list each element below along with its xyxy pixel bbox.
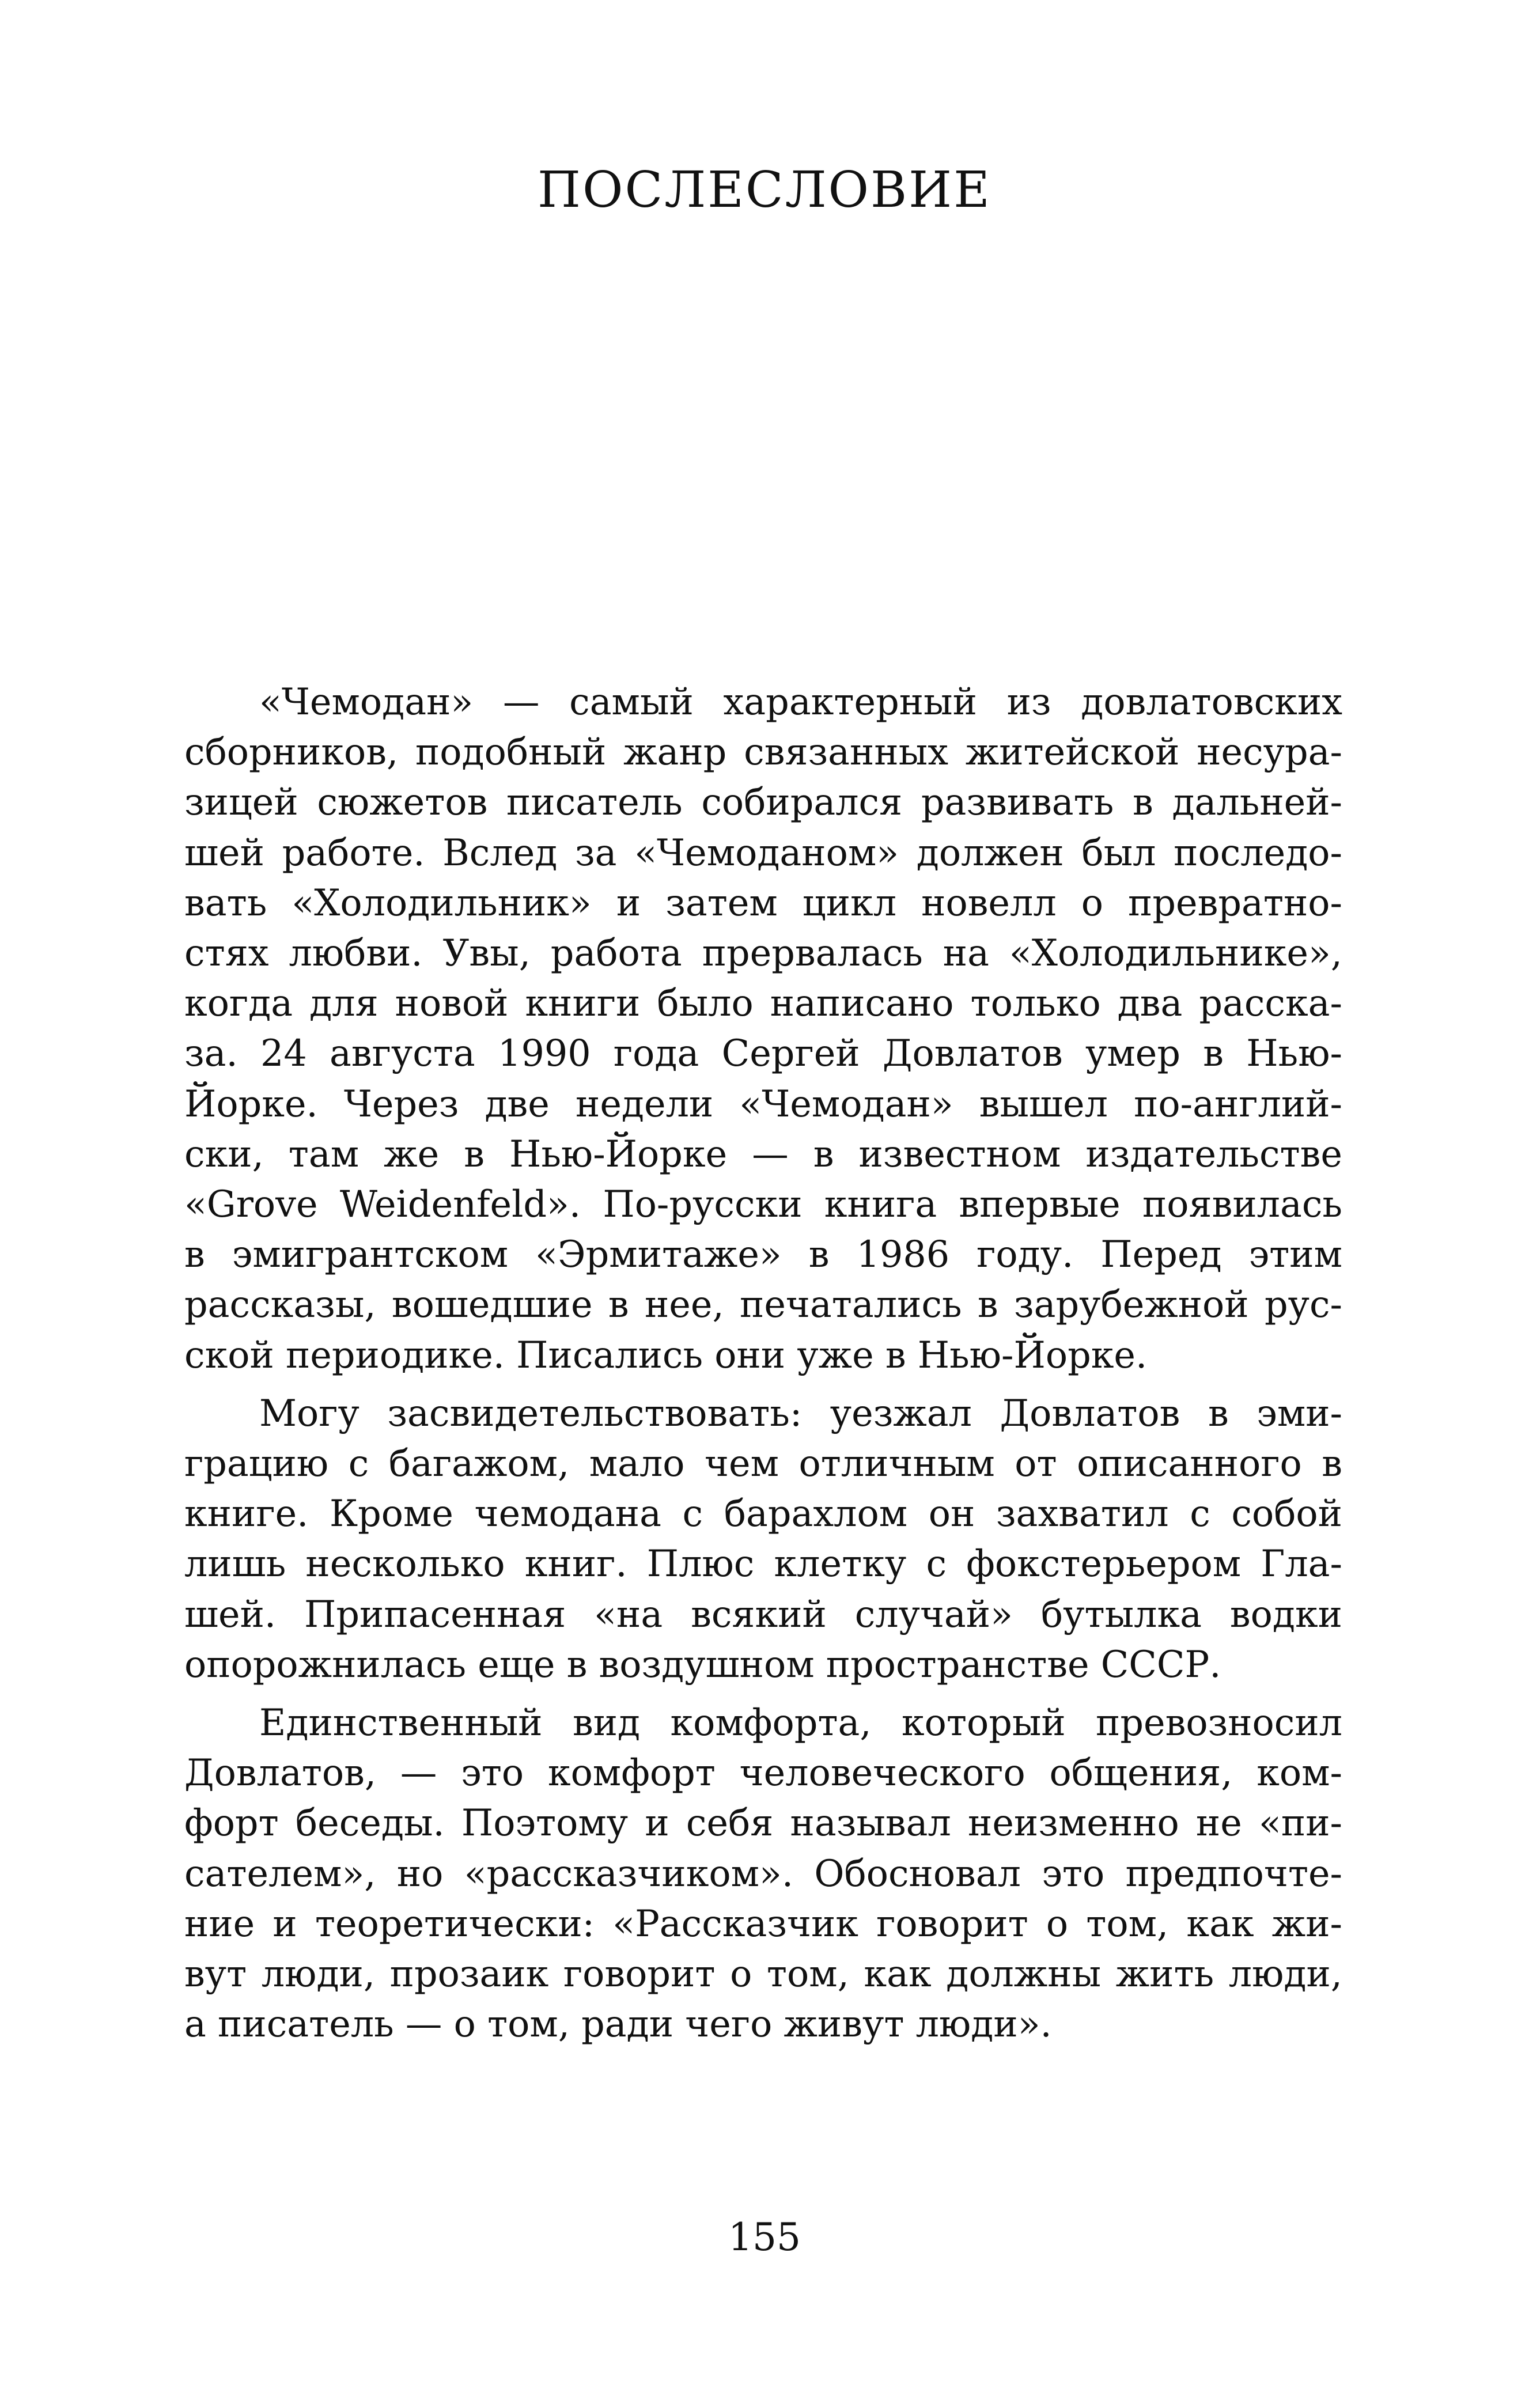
text-line: Единственный вид комфорта, который превозносил xyxy=(259,1701,1342,1744)
paragraph-3 xyxy=(184,1698,1342,2049)
body-text xyxy=(184,677,1342,2049)
text-line: рассказы, вошедшие в нее, печатались в зарубежной рус- xyxy=(184,1283,1342,1326)
text-line: грацию с багажом, мало чем отличным от описанного в xyxy=(184,1442,1342,1485)
text-line: вут люди, прозаик говорит о том, как должны жить люди, xyxy=(184,1952,1342,1996)
text-line: зицей сюжетов писатель собирался развивать в дальней- xyxy=(184,781,1342,824)
text-line: Довлатов, — это комфорт человеческого общения, ком- xyxy=(184,1751,1342,1794)
text-line: опорожнилась еще в воздушном пространстве СССР. xyxy=(184,1642,1221,1686)
text-line: за. 24 августа 1990 года Сергей Довлатов умер в Нью- xyxy=(184,1032,1342,1075)
text-line: сателем», но «рассказчиком». Обосновал это предпочте- xyxy=(184,1852,1342,1895)
text-line: шей работе. Вслед за «Чемоданом» должен был последо- xyxy=(184,831,1342,874)
text-line: Могу засвидетельствовать: уезжал Довлатов в эми- xyxy=(259,1391,1342,1434)
text-line: сборников, подобный жанр связанных житейской несура- xyxy=(184,730,1342,774)
text-line: шей. Припасенная «на всякий случай» бутылка водки xyxy=(184,1592,1342,1635)
text-line: форт беседы. Поэтому и себя называл неизменно не «пи- xyxy=(184,1801,1342,1845)
chapter-title: ПОСЛЕСЛОВИЕ xyxy=(538,161,991,219)
page-number: 155 xyxy=(728,2215,801,2259)
text-line: ской периодике. Писались они уже в Нью-Йорке. xyxy=(184,1333,1148,1376)
paragraph-1 xyxy=(184,677,1342,1380)
text-line: в эмигрантском «Эрмитаже» в 1986 году. Перед этим xyxy=(184,1233,1342,1276)
text-line: ние и теоретически: «Рассказчик говорит о том, как жи- xyxy=(184,1902,1342,1945)
text-line: ски, там же в Нью-Йорке — в известном издательстве xyxy=(184,1132,1342,1175)
text-line: «Grove Weidenfeld». По-русски книга впервые появилась xyxy=(184,1183,1342,1226)
text-line: стях любви. Увы, работа прервалась на «Холодильнике», xyxy=(184,932,1342,975)
text-line: когда для новой книги было написано только два расска- xyxy=(184,982,1342,1025)
text-line: «Чемодан» — самый характерный из довлатовских xyxy=(259,680,1342,723)
text-line: а писатель — о том, ради чего живут люди». xyxy=(184,2002,1052,2046)
text-line: Йорке. Через две недели «Чемодан» вышел по-англий- xyxy=(184,1082,1342,1125)
text-line: книге. Кроме чемодана с барахлом он захватил с собой xyxy=(184,1492,1342,1535)
text-line: вать «Холодильник» и затем цикл новелл о превратно- xyxy=(184,881,1342,924)
paragraph-2 xyxy=(184,1388,1342,1690)
text-line: лишь несколько книг. Плюс клетку с фокстерьером Гла- xyxy=(184,1542,1342,1585)
